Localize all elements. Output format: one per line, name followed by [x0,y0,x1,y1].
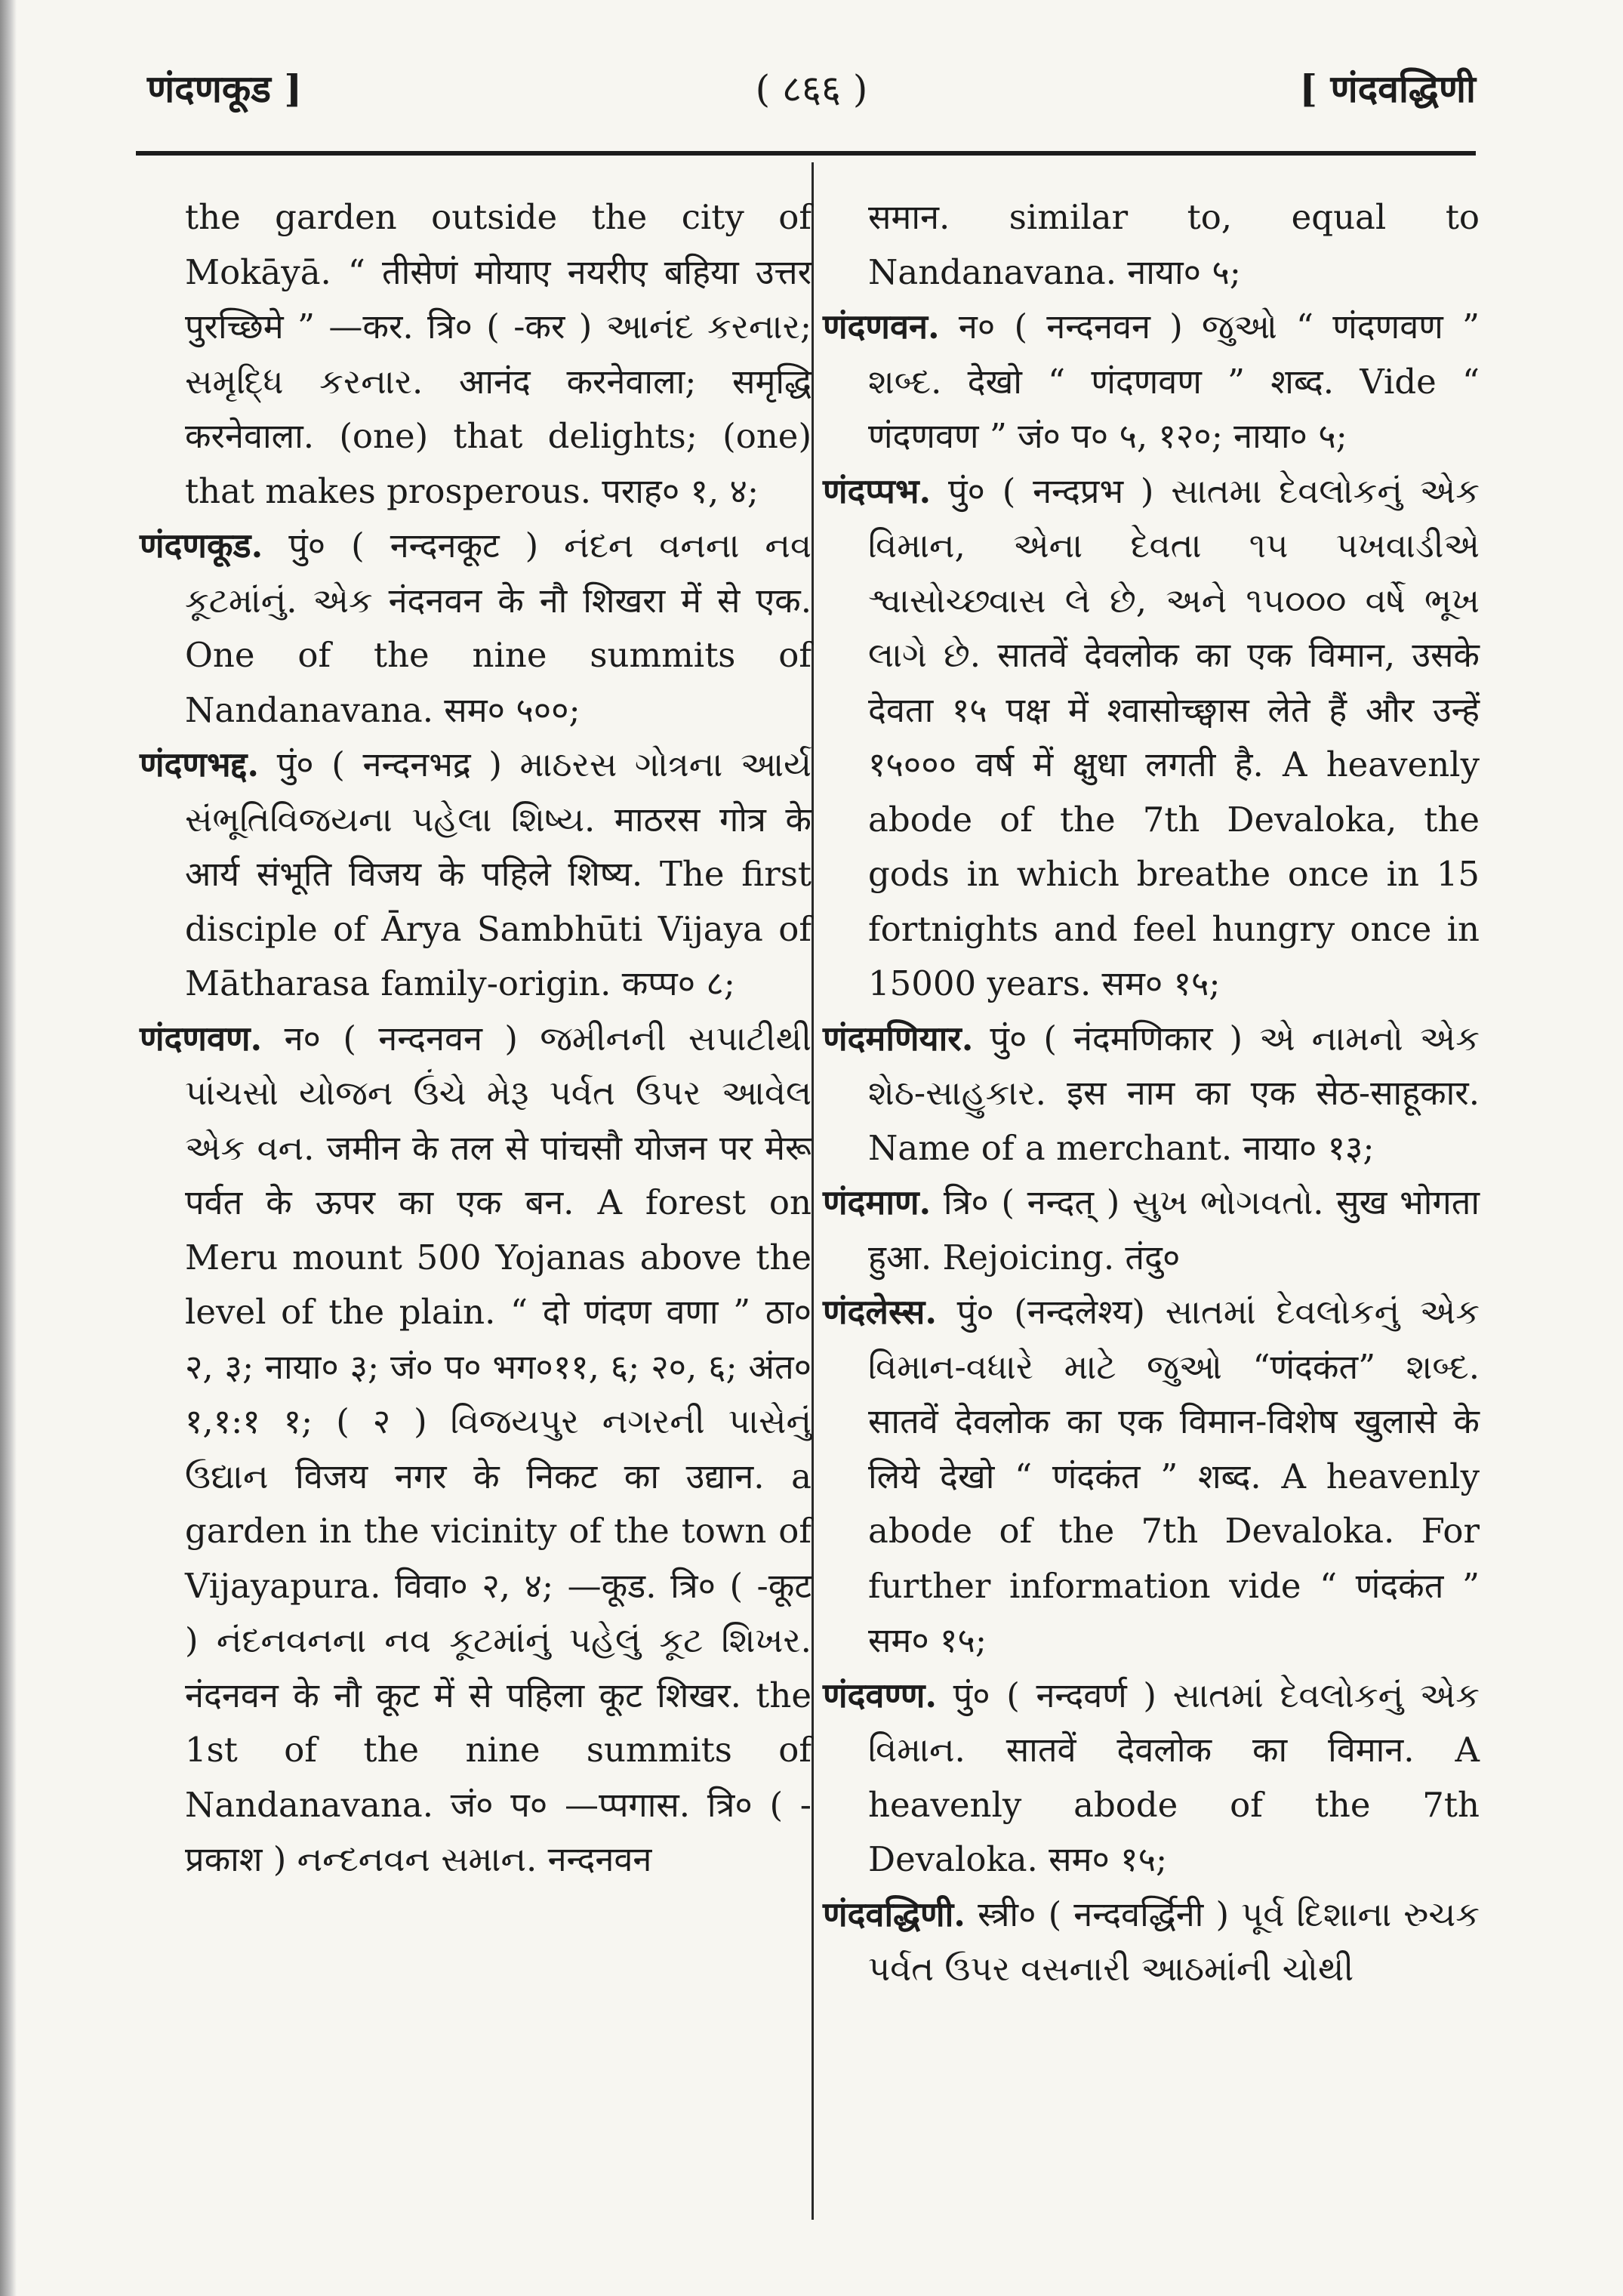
entry-text: पुं० (नन्दलेश्य) સાતમાં દેવલોકનું એક વિમાન-વધારે માટે જુઓ “णंदकंत” શબ્દ. सातवें देवलोक का एक विमान-विशेष खुलासे के लिये देखो “ णंदकंत ” शब्द. A heavenly abode of the 7th Devaloka. For further information vide “ णंदकंत ” सम० १५; [868,1292,1480,1660]
entry-text: पुं० ( नन्दवर्ण ) સાતમાં દેવલોકનું એક વિમાન. सातवें देवलोक का विमान. A heavenly abode of the 7th Devaloka. सम० १५; [868,1675,1480,1879]
page-header [147,53,1476,121]
page-number: ( ८६६ ) [755,67,868,111]
dictionary-entry-continued [140,190,812,519]
header-rule [136,151,1476,156]
right-column [823,190,1480,1997]
entry-text: पुं० ( नन्दप्रभ ) સાતમા દેવલોકનું એક વિમાન, એના દેવતા ૧૫ પખવાડીએ શ્વાસોચ્છ્વાસ લે છે, અને ૧૫૦૦૦ વર્ષે ભૂખ લાગે છે. सातवें देवलोक का एक विमान, उसके देवता १५ पक्ष में श्वासोच्छ्वास लेते हैं और उन्हें १५००० वर्ष में क्षुधा लगती है. A heavenly abode of the 7th Devaloka, the gods in which breathe once in 15 fortnights and feel hungry once in 15000 years. सम० १५; [868,470,1480,1003]
entry-headword: णंदणभद्द. [140,744,260,784]
right-running-headword: [ णंदवद्धिणी [1299,66,1476,111]
left-column [140,190,812,1888]
entry-headword: णंदलेस्स. [823,1292,937,1332]
entry-text: त्रि० ( नन्दत् ) સુખ ભોગવતો. सुख भोगता हुआ. Rejoicing. तंदु० [868,1182,1480,1277]
scan-edge-shadow [0,0,17,2296]
entry-text: न० ( नन्दनवन ) જમીનની સપાટીથી પાંચસો યોજન ઉંચે મેરૂ પર્વત ઉપર આવેલ એક વન. जमीन के तल से पांचसौ योजन पर मेरू पर्वत के ऊपर का एक बन. A forest on Meru mount 500 Yojanas above the level of the plain. “ दो णंदण वणा ” ठा० २, ३; नाया० ३; जं० प० भग०११, ६; २०, ६; अंत० १,१:१ १; ( २ ) વિજયપુર નગરની પાસેનું ઉદ્યાન विजय नगर के निकट का उद्यान. a garden in the vicinity of the town of Vijayapura. विवा० २, ४; —कूड. त्रि० ( -कूट ) નંદનવનના નવ કૂટમાંનું પહેલું કૂટ શિખર. नंदनवन के नौ कूट में से पहिला कूट शिखर. the 1st of the nine summits of Nandanavana. जं० प० —प्पगास. त्रि० ( -प्रकाश ) નન્દનવન સમાન. नन्दनवन [185,1018,812,1879]
dictionary-entry [140,1012,812,1888]
dictionary-entry [823,1176,1480,1285]
entry-headword: णंदवद्धिणी. [823,1894,965,1934]
column-separator [812,162,814,2220]
entry-headword: णंदवण्ण. [823,1675,938,1715]
left-running-headword: णंदणकूड ] [147,66,303,111]
entry-headword: णंदणवण. [140,1018,263,1059]
entry-text: पुं० ( नन्दनभद्र ) માઠરસ ગોત્રના આર્ય સંભૂતિવિજયના પહેલા શિષ્ય. माठरस गोत्र के आर्य संभूति विजय के पहिले शिष्य. The first disciple of Ārya Sambhūti Vijaya of Mātharasa family-origin. कप्प० ८; [185,744,812,1003]
entry-text: पुं० ( नन्दनकूट ) નંદન વનના નવ કૂટમાંનું. એક नंदनवन के नौ शिखरा में से एक. One of the nine summits of Nandanavana. सम० ५००; [185,525,812,730]
entry-text: पुं० ( नंदमणिकार ) એ નામનો એક શેઠ-સાહુકાર. इस नाम का एक सेठ-साहूकार. Name of a merchant. नाया० १३; [868,1018,1480,1168]
dictionary-entry [823,300,1480,464]
entry-text: न० ( नन्दनवन ) જુઓ “ णंदणवण ” શબ્દ. देखो “ णंदणवण ” शब्द. Vide “ णंदणवण ” जं० प० ५, १२०; नाया० ५; [868,307,1480,456]
dictionary-entry [823,1888,1480,1997]
dictionary-entry [823,1012,1480,1176]
entry-text: स्त्री० ( नन्दवर्द्धिनी ) પૂર્વ દિશાના રુચક પર્વત ઉપર વસનારી આઠમાંની ચોથી [868,1894,1480,1989]
entry-headword: णंदमाण. [823,1182,932,1222]
dictionary-entry [140,738,812,1012]
entry-headword: णंदप्पभ. [823,470,932,511]
dictionary-entry [823,464,1480,1012]
dictionary-entry [823,1285,1480,1669]
dictionary-entry [823,1669,1480,1888]
entry-headword: णंदणवन. [823,307,940,347]
entry-headword: णंदणकूड. [140,525,263,566]
dictionary-entry-continued [823,190,1480,300]
entry-headword: णंदमणियार. [823,1018,974,1059]
entry-text: the garden outside the city of Mokāyā. “ तीसेणं मोयाए नयरीए बहिया उत्तर पुरच्छिमे ” —कर. त्रि० ( -कर ) આનંદ કરનાર; સમૃદ્ધિ કરનાર. आनंद करनेवाला; समृद्धि करनेवाला. (one) that delights; (one) that makes prosperous. पराह० १, ४; [185,197,812,511]
dictionary-entry [140,519,812,738]
entry-text: समान. similar to, equal to Nandanavana. नाया० ५; [868,197,1480,292]
